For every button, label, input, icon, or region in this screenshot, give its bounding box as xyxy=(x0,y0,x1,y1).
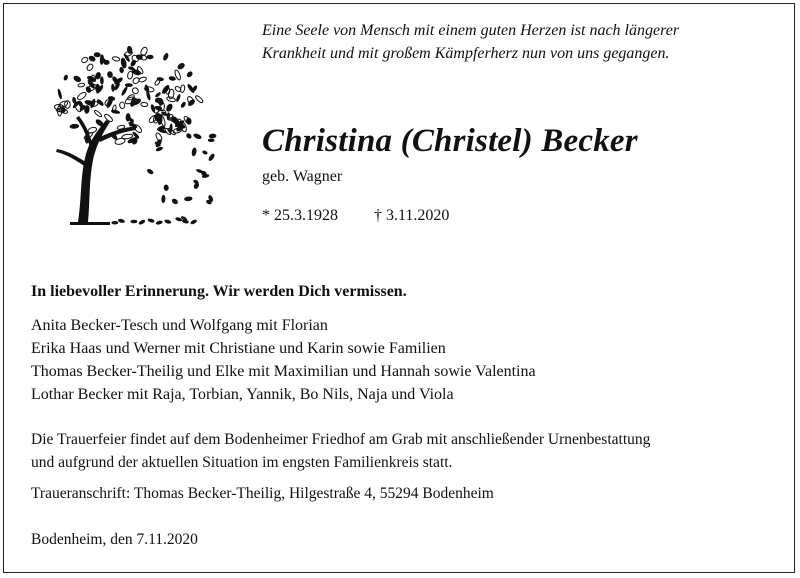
tree-with-falling-leaves-icon xyxy=(40,36,220,230)
funeral-line: und aufgrund der aktuellen Situation im engsten Familienkreis statt. xyxy=(31,454,453,471)
family-member-line: Anita Becker-Tesch und Wolfgang mit Florian xyxy=(31,317,328,334)
deceased-name: Christina (Christel) Becker xyxy=(262,123,638,159)
family-member-line: Thomas Becker-Theilig und Elke mit Maximilian und Hannah sowie Valentina xyxy=(31,363,536,380)
life-dates xyxy=(262,207,449,225)
family-member-line: Lothar Becker mit Raja, Torbian, Yannik, Bo Nils, Naja und Viola xyxy=(31,386,454,403)
funeral-info xyxy=(31,428,791,474)
motto xyxy=(262,19,679,65)
motto-line: Eine Seele von Mensch mit einem guten Herzen ist nach längerer xyxy=(262,22,680,39)
motto-line: Krankheit und mit großem Kämpferherz nun von uns gegangen. xyxy=(262,45,670,62)
place-and-date: Bodenheim, den 7.11.2020 xyxy=(31,531,198,548)
birth-date: * 25.3.1928 xyxy=(262,207,338,224)
family-list xyxy=(31,314,536,406)
mourning-address: Traueranschrift: Thomas Becker-Theilig, Hilgestraße 4, 55294 Bodenheim xyxy=(31,485,494,502)
remembrance-line: In liebevoller Erinnerung. Wir werden Dich vermissen. xyxy=(31,283,407,300)
funeral-line: Die Trauerfeier findet auf dem Bodenheimer Friedhof am Grab mit anschließender Urnenbestattung xyxy=(31,431,651,448)
family-member-line: Erika Haas und Werner mit Christiane und Karin sowie Familien xyxy=(31,340,446,357)
death-date: † 3.11.2020 xyxy=(374,207,450,224)
maiden-name: geb. Wagner xyxy=(262,168,343,185)
